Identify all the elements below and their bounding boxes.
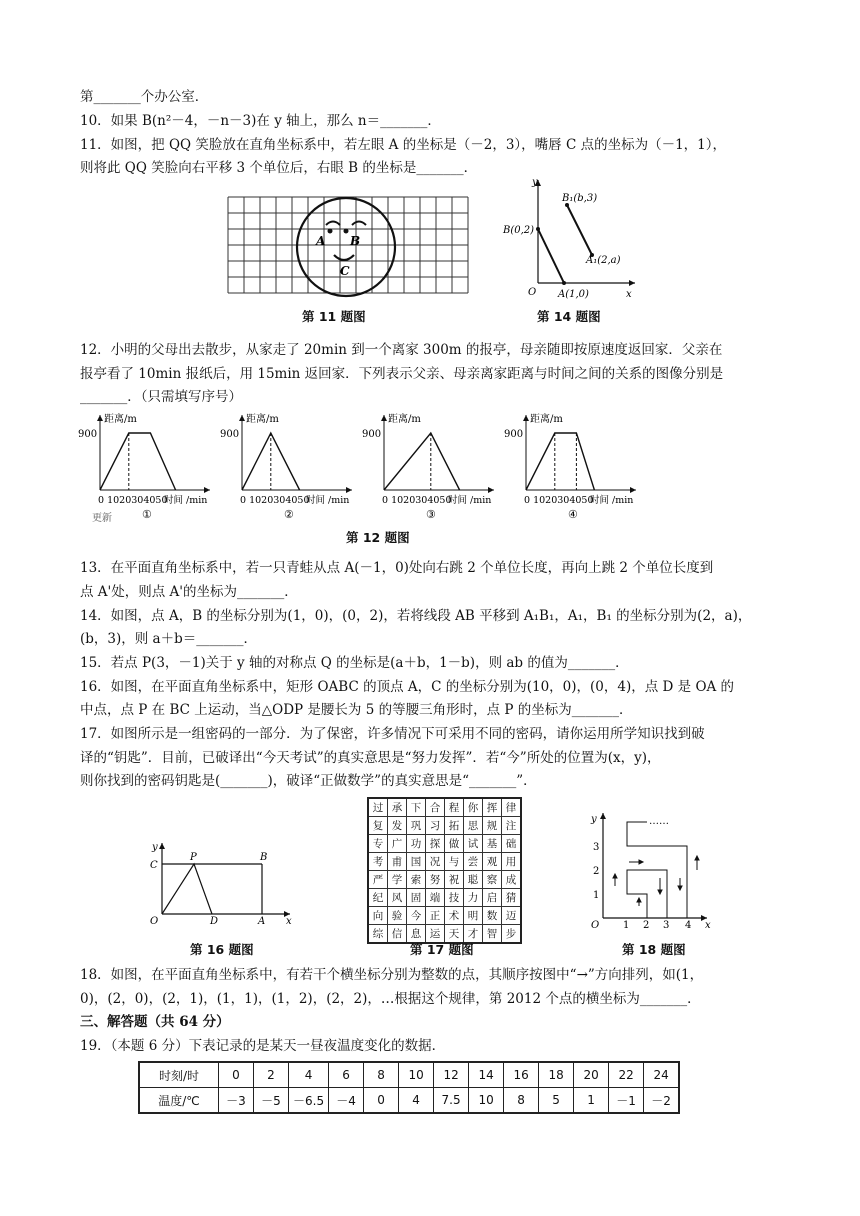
point-c-label: C	[150, 860, 158, 871]
figure-14	[500, 175, 640, 300]
cipher-cell: 祝	[445, 871, 464, 889]
temp-cell: －3	[219, 1088, 254, 1114]
stamp-text: 更新	[92, 513, 112, 523]
cipher-cell: 明	[464, 907, 483, 925]
cipher-cell: 索	[407, 871, 426, 889]
hour-cell: 18	[539, 1062, 574, 1088]
right-eyebrow	[352, 222, 366, 226]
graph-number: ①	[142, 508, 152, 521]
question-13: 13．在平面直角坐标系中，若一只青蛙从点 A(－1，0)处向右跳 2 个单位长度，再向上跳 2 个单位长度到	[80, 560, 714, 576]
x-tick-1: 1	[623, 920, 630, 930]
question-17-cont: 译的“钥匙”．目前，已破译出“今天考试”的真实意思是“努力发挥”．若“今”所处的位置为(x，y)，	[80, 750, 661, 766]
cipher-cell: 正	[426, 907, 445, 925]
cipher-cell: 与	[445, 853, 464, 871]
question-13-cont: 点 A'处，则点 A'的坐标为_______．	[80, 584, 298, 600]
cipher-cell: 察	[483, 871, 502, 889]
point-b-label: B	[260, 852, 268, 863]
question-11-cont: 则将此 QQ 笑脸向右平移 3 个单位后，右眼 B 的坐标是_______．	[80, 160, 478, 176]
left-eye-point	[328, 229, 333, 234]
question-12-cont: 报亭看了 10min 报纸后，用 15min 返回家．下列表示父亲、母亲离家距离与时间之间的关系的图像分别是	[80, 366, 724, 382]
label-b: B	[350, 234, 361, 248]
y-tick-2: 2	[593, 866, 600, 877]
cipher-cell: 端	[426, 889, 445, 907]
temp-cell: －5	[254, 1088, 289, 1114]
cipher-cell: 习	[426, 817, 445, 835]
cipher-cell: 风	[388, 889, 407, 907]
question-19: 19．（本题 6 分）下表记录的是某天一昼夜温度变化的数据．	[80, 1038, 446, 1054]
section-heading: 三、解答题（共 64 分）	[80, 1014, 230, 1030]
question-14-cont: (b，3)，则 a＋b＝_______．	[80, 631, 257, 647]
x-axis-label: 时间 /min	[164, 495, 208, 506]
cipher-cell: 功	[407, 835, 426, 853]
cipher-cell: 综	[368, 925, 388, 944]
y-tick-900: 900	[78, 429, 98, 440]
cipher-cell: 下	[407, 798, 426, 817]
question-17-cont2: 则你找到的密码钥匙是(_______)，破译“正做数学”的真实意思是“_______”．	[80, 773, 537, 789]
axis-y-label: y	[152, 842, 158, 853]
axis-x-label: x	[705, 920, 711, 930]
row-label: 时刻/时	[139, 1062, 219, 1088]
graph-2	[220, 412, 352, 521]
cipher-cell: 合	[426, 798, 445, 817]
table-row-temps	[139, 1088, 679, 1114]
temp-cell: 1	[574, 1088, 609, 1114]
y-axis-label: 距离/m	[530, 414, 563, 425]
cipher-cell: 学	[388, 871, 407, 889]
right-eye-point	[344, 229, 349, 234]
cipher-cell: 你	[464, 798, 483, 817]
point-d-label: D	[210, 916, 219, 925]
axis-y-label: y	[591, 814, 597, 825]
point-b-label: B(0,2)	[503, 225, 535, 236]
x-tick-labels: 0 1020304050	[382, 495, 452, 506]
axis-x-label: x	[626, 289, 632, 300]
temp-cell: －6.5	[289, 1088, 329, 1114]
y-axis-label: 距离/m	[246, 414, 279, 425]
y-tick-1: 1	[593, 890, 600, 901]
x-axis-label: 时间 /min	[448, 495, 492, 506]
question-18-cont: 0)，(2，0)，(2，1)，(1，1)，(1，2)，(2，2)，…根据这个规律，第 2012 个点的横坐标为_______．	[80, 991, 701, 1007]
question-17: 17．如图所示是一组密码的一部分．为了保密，许多情况下可采用不同的密码，请你运用所学知识找到破	[80, 726, 705, 742]
x-tick-labels: 0 1020304050	[98, 495, 168, 506]
cipher-cell: 迈	[502, 907, 522, 925]
cipher-cell: 试	[464, 835, 483, 853]
question-12-cont2: _______．（只需填写序号）	[80, 389, 242, 405]
y-tick-900: 900	[220, 429, 240, 440]
cipher-cell: 成	[502, 871, 522, 889]
cipher-row	[368, 907, 521, 925]
question-16: 16．如图，在平面直角坐标系中，矩形 OABC 的顶点 A，C 的坐标分别为(10，0)，(0，4)，点 D 是 OA 的	[80, 679, 735, 695]
temp-cell: －2	[644, 1088, 680, 1114]
cipher-row	[368, 798, 521, 817]
cipher-cell: 巩	[407, 817, 426, 835]
cipher-cell: 数	[483, 907, 502, 925]
temp-cell: －4	[329, 1088, 364, 1114]
cipher-cell: 运	[426, 925, 445, 944]
figure-18	[585, 810, 715, 930]
cipher-cell: 过	[368, 798, 388, 817]
cipher-cell: 律	[502, 798, 522, 817]
label-c: C	[340, 264, 350, 278]
temp-cell: 7.5	[434, 1088, 469, 1114]
question-18: 18．如图，在平面直角坐标系中，有若干个横坐标分别为整数的点，其顺序按图中“→”方向排列，如(1，	[80, 967, 704, 983]
question-16-cont: 中点，点 P 在 BC 上运动，当△ODP 是腰长为 5 的等腰三角形时，点 P 的坐标为_______．	[80, 702, 633, 718]
cipher-grid	[367, 797, 522, 944]
caption-fig12: 第 12 题图	[346, 530, 410, 545]
cipher-cell: 专	[368, 835, 388, 853]
origin-label: O	[591, 920, 600, 930]
cipher-cell: 程	[445, 798, 464, 817]
cipher-cell: 才	[464, 925, 483, 944]
y-axis-label: 距离/m	[104, 414, 137, 425]
cipher-cell: 规	[483, 817, 502, 835]
cipher-cell: 猜	[502, 889, 522, 907]
graph-number: ②	[284, 508, 294, 521]
cipher-cell: 挥	[483, 798, 502, 817]
y-tick-3: 3	[593, 842, 600, 853]
figure-12	[78, 408, 678, 523]
cipher-row	[368, 889, 521, 907]
caption-fig16: 第 16 题图	[190, 942, 254, 957]
hour-cell: 0	[219, 1062, 254, 1088]
caption-fig11: 第 11 题图	[302, 309, 366, 324]
temp-cell: 0	[364, 1088, 399, 1114]
caption-fig14: 第 14 题图	[537, 309, 601, 324]
axis-x-label: x	[286, 916, 292, 925]
cipher-cell: 步	[502, 925, 522, 944]
row-label: 温度/℃	[139, 1088, 219, 1114]
point-a-label: A	[258, 916, 266, 925]
cipher-cell: 力	[464, 889, 483, 907]
cipher-row	[368, 835, 521, 853]
cipher-cell: 探	[426, 835, 445, 853]
y-tick-900: 900	[504, 429, 524, 440]
hour-cell: 14	[469, 1062, 504, 1088]
cipher-cell: 信	[388, 925, 407, 944]
hour-cell: 8	[364, 1062, 399, 1088]
question-14: 14．如图，点 A，B 的坐标分别为(1，0)，(0，2)，若将线段 AB 平移到 A₁B₁，A₁，B₁ 的坐标分别为(2，a)，	[80, 608, 752, 624]
cipher-cell: 复	[368, 817, 388, 835]
temp-cell: 10	[469, 1088, 504, 1114]
cipher-cell: 注	[502, 817, 522, 835]
x-axis-label: 时间 /min	[590, 495, 634, 506]
cipher-cell: 技	[445, 889, 464, 907]
graph-number: ④	[568, 508, 578, 521]
figure-16	[140, 840, 300, 925]
y-tick-900: 900	[362, 429, 382, 440]
cipher-cell: 思	[464, 817, 483, 835]
x-tick-labels: 0 1020304050	[524, 495, 594, 506]
x-axis-label: 时间 /min	[306, 495, 350, 506]
text-line: 第_______个办公室．	[80, 89, 209, 105]
temp-cell: 8	[504, 1088, 539, 1114]
cipher-cell: 固	[407, 889, 426, 907]
question-12: 12．小明的父母出去散步，从家走了 20min 到一个离家 300m 的报亭，母亲随即按原速度返回家．父亲在	[80, 342, 723, 358]
hour-cell: 10	[399, 1062, 434, 1088]
hour-cell: 24	[644, 1062, 680, 1088]
cipher-row	[368, 817, 521, 835]
cipher-cell: 用	[502, 853, 522, 871]
figure-17	[367, 797, 522, 944]
x-tick-4: 4	[685, 920, 692, 930]
cipher-cell: 今	[407, 907, 426, 925]
cipher-cell: 智	[483, 925, 502, 944]
cipher-cell: 尝	[464, 853, 483, 871]
hour-cell: 16	[504, 1062, 539, 1088]
graph-number: ③	[426, 508, 436, 521]
y-axis-label: 距离/m	[388, 414, 421, 425]
graph-3	[362, 412, 494, 521]
cipher-cell: 聪	[464, 871, 483, 889]
x-tick-2: 2	[643, 920, 650, 930]
triangle-odp	[162, 864, 212, 914]
point-p-label: P	[190, 852, 197, 863]
origin-label: O	[528, 287, 537, 298]
hour-cell: 12	[434, 1062, 469, 1088]
caption-fig17: 第 17 题图	[410, 942, 474, 957]
cipher-row	[368, 871, 521, 889]
cipher-cell: 况	[426, 853, 445, 871]
left-eyebrow	[326, 222, 340, 226]
mouth	[334, 255, 354, 260]
figure-11	[226, 195, 471, 300]
cipher-cell: 启	[483, 889, 502, 907]
x-tick-labels: 0 1020304050	[240, 495, 310, 506]
continuation-dots: ……	[649, 816, 669, 827]
temp-cell: 4	[399, 1088, 434, 1114]
point-b1-label: B₁(b,3)	[562, 193, 598, 204]
cipher-cell: 努	[426, 871, 445, 889]
cipher-cell: 甫	[388, 853, 407, 871]
label-a: A	[316, 234, 326, 248]
hour-cell: 2	[254, 1062, 289, 1088]
origin-label: O	[150, 916, 159, 925]
temperature-table	[138, 1061, 680, 1114]
point-a-label: A(1,0)	[558, 289, 589, 300]
hour-cell: 4	[289, 1062, 329, 1088]
cipher-cell: 拓	[445, 817, 464, 835]
cipher-cell: 息	[407, 925, 426, 944]
cipher-cell: 国	[407, 853, 426, 871]
point-a1-label: A₁(2,a)	[586, 255, 621, 266]
question-15: 15．若点 P(3，－1)关于 y 轴的对称点 Q 的坐标是(a＋b，1－b)，则 ab 的值为_______．	[80, 655, 629, 671]
graph-1	[78, 412, 210, 521]
cipher-cell: 考	[368, 853, 388, 871]
cipher-cell: 向	[368, 907, 388, 925]
cipher-cell: 础	[502, 835, 522, 853]
temp-cell: 5	[539, 1088, 574, 1114]
cipher-cell: 天	[445, 925, 464, 944]
cipher-cell: 承	[388, 798, 407, 817]
cipher-cell: 术	[445, 907, 464, 925]
graph-4	[504, 412, 636, 521]
cipher-cell: 验	[388, 907, 407, 925]
axis-y-label: y	[532, 177, 538, 188]
hour-cell: 22	[609, 1062, 644, 1088]
segment-a1b1	[567, 205, 592, 255]
segment-ab	[538, 229, 564, 283]
hour-cell: 20	[574, 1062, 609, 1088]
cipher-cell: 发	[388, 817, 407, 835]
cipher-row	[368, 853, 521, 871]
cipher-cell: 观	[483, 853, 502, 871]
table-row-hours	[139, 1062, 679, 1088]
path-spiral	[627, 822, 687, 918]
cipher-cell: 基	[483, 835, 502, 853]
caption-fig18: 第 18 题图	[622, 942, 686, 957]
question-10: 10．如果 B(n²－4，－n－3)在 y 轴上，那么 n＝_______．	[80, 113, 441, 129]
temp-cell: －1	[609, 1088, 644, 1114]
cipher-cell: 严	[368, 871, 388, 889]
cipher-cell: 广	[388, 835, 407, 853]
x-tick-3: 3	[663, 920, 670, 930]
hour-cell: 6	[329, 1062, 364, 1088]
cipher-cell: 纪	[368, 889, 388, 907]
cipher-cell: 做	[445, 835, 464, 853]
question-11: 11．如图，把 QQ 笑脸放在直角坐标系中，若左眼 A 的坐标是（－2，3），嘴唇 C 点的坐标为（－1，1），	[80, 137, 726, 153]
